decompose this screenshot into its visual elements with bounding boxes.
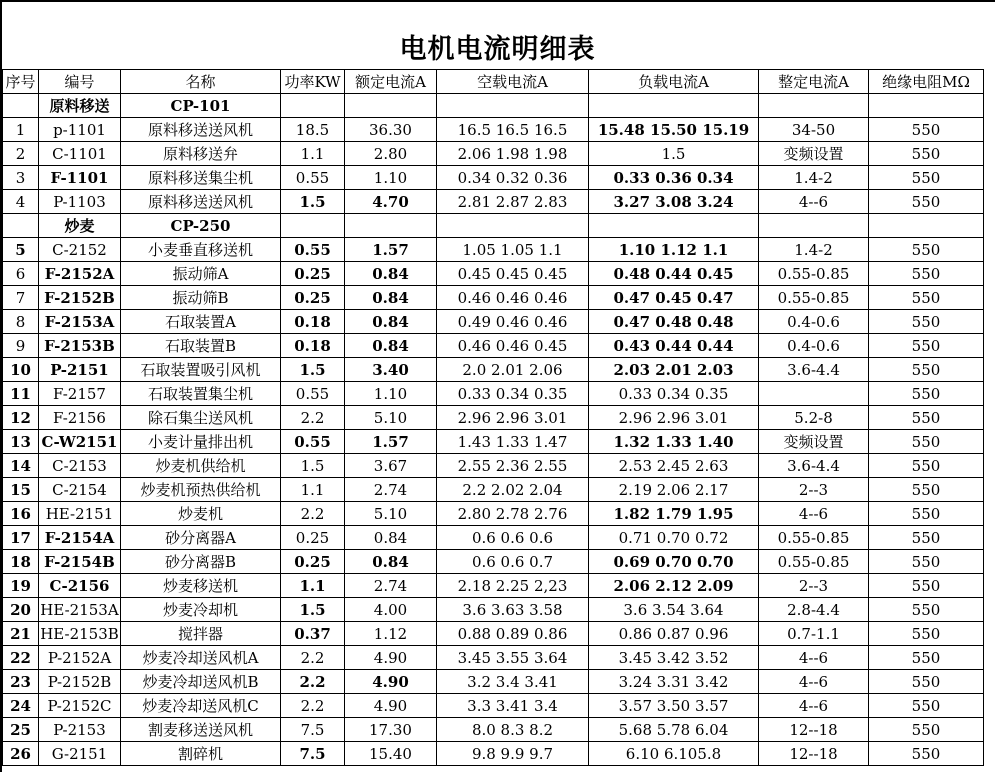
cell-id: F-2154B xyxy=(39,550,121,574)
cell-name: 搅拌器 xyxy=(121,622,281,646)
cell-ins: 550 xyxy=(869,430,984,454)
empty-cell xyxy=(869,214,984,238)
table-row xyxy=(3,358,984,382)
cell-ins: 550 xyxy=(869,454,984,478)
cell-id: p-1101 xyxy=(39,118,121,142)
cell-id: F-2156 xyxy=(39,406,121,430)
cell-kw: 1.1 xyxy=(281,574,345,598)
cell-set: 0.55-0.85 xyxy=(759,286,869,310)
cell-ins: 550 xyxy=(869,694,984,718)
empty-cell xyxy=(759,214,869,238)
cell-no: 14 xyxy=(3,454,39,478)
cell-name: 振动筛B xyxy=(121,286,281,310)
cell-id: C-1101 xyxy=(39,142,121,166)
cell-rated: 0.84 xyxy=(345,550,437,574)
cell-no: 5 xyxy=(3,238,39,262)
cell-name: 原料移送送风机 xyxy=(121,118,281,142)
header-cell: 名称 xyxy=(121,70,281,94)
section-row xyxy=(3,94,984,118)
cell-kw: 1.5 xyxy=(281,358,345,382)
cell-no: 6 xyxy=(3,262,39,286)
cell-set: 0.55-0.85 xyxy=(759,262,869,286)
cell-load: 3.24 3.31 3.42 xyxy=(589,670,759,694)
cell-noload: 0.46 0.46 0.46 xyxy=(437,286,589,310)
cell-no: 1 xyxy=(3,118,39,142)
cell-noload: 0.6 0.6 0.7 xyxy=(437,550,589,574)
cell-ins: 550 xyxy=(869,646,984,670)
cell-set: 4--6 xyxy=(759,190,869,214)
cell-load: 2.06 2.12 2.09 xyxy=(589,574,759,598)
cell-id: F-2153A xyxy=(39,310,121,334)
cell-name: 砂分离器A xyxy=(121,526,281,550)
cell-kw: 1.1 xyxy=(281,478,345,502)
cell-name: 振动筛A xyxy=(121,262,281,286)
table-row xyxy=(3,286,984,310)
header-cell: 空载电流A xyxy=(437,70,589,94)
empty-cell xyxy=(437,94,589,118)
header-cell: 功率KW xyxy=(281,70,345,94)
cell-rated: 4.90 xyxy=(345,646,437,670)
motor-current-table xyxy=(2,69,984,766)
empty-cell xyxy=(345,214,437,238)
empty-cell xyxy=(437,214,589,238)
cell-load: 1.5 xyxy=(589,142,759,166)
section-code: CP-101 xyxy=(121,94,281,118)
header-row xyxy=(3,70,984,94)
cell-kw: 1.1 xyxy=(281,142,345,166)
cell-load: 0.33 0.36 0.34 xyxy=(589,166,759,190)
cell-noload: 2.96 2.96 3.01 xyxy=(437,406,589,430)
cell-set: 0.4-0.6 xyxy=(759,310,869,334)
cell-load: 0.43 0.44 0.44 xyxy=(589,334,759,358)
cell-name: 石取装置B xyxy=(121,334,281,358)
cell-name: 小麦垂直移送机 xyxy=(121,238,281,262)
cell-set: 变频设置 xyxy=(759,142,869,166)
cell-kw: 1.5 xyxy=(281,454,345,478)
table-row xyxy=(3,142,984,166)
cell-noload: 2.06 1.98 1.98 xyxy=(437,142,589,166)
cell-name: 炒麦机 xyxy=(121,502,281,526)
cell-rated: 4.90 xyxy=(345,670,437,694)
cell-noload: 0.45 0.45 0.45 xyxy=(437,262,589,286)
table-row xyxy=(3,190,984,214)
cell-rated: 17.30 xyxy=(345,718,437,742)
table-row xyxy=(3,598,984,622)
cell-ins: 550 xyxy=(869,670,984,694)
cell-no: 19 xyxy=(3,574,39,598)
cell-noload: 8.0 8.3 8.2 xyxy=(437,718,589,742)
cell-rated: 0.84 xyxy=(345,334,437,358)
cell-set xyxy=(759,382,869,406)
cell-no: 11 xyxy=(3,382,39,406)
cell-set: 3.6-4.4 xyxy=(759,454,869,478)
cell-set: 0.4-0.6 xyxy=(759,334,869,358)
cell-rated: 3.40 xyxy=(345,358,437,382)
cell-load: 3.45 3.42 3.52 xyxy=(589,646,759,670)
table-row xyxy=(3,550,984,574)
cell-id: C-2154 xyxy=(39,478,121,502)
table-row xyxy=(3,478,984,502)
cell-kw: 18.5 xyxy=(281,118,345,142)
cell-noload: 0.34 0.32 0.36 xyxy=(437,166,589,190)
section-row xyxy=(3,214,984,238)
empty-cell xyxy=(759,94,869,118)
cell-load: 3.27 3.08 3.24 xyxy=(589,190,759,214)
cell-load: 0.71 0.70 0.72 xyxy=(589,526,759,550)
section-name: 炒麦 xyxy=(39,214,121,238)
table-row xyxy=(3,502,984,526)
cell-id: G-2151 xyxy=(39,742,121,766)
cell-ins: 550 xyxy=(869,406,984,430)
cell-set: 2--3 xyxy=(759,478,869,502)
cell-rated: 2.74 xyxy=(345,574,437,598)
cell-no: 24 xyxy=(3,694,39,718)
cell-rated: 2.80 xyxy=(345,142,437,166)
cell-ins: 550 xyxy=(869,622,984,646)
table-row xyxy=(3,310,984,334)
cell-name: 炒麦机预热供给机 xyxy=(121,478,281,502)
cell-id: P-1103 xyxy=(39,190,121,214)
cell-no: 20 xyxy=(3,598,39,622)
cell-noload: 0.49 0.46 0.46 xyxy=(437,310,589,334)
cell-rated: 1.10 xyxy=(345,166,437,190)
cell-kw: 1.5 xyxy=(281,190,345,214)
table-row xyxy=(3,694,984,718)
cell-kw: 0.25 xyxy=(281,526,345,550)
cell-noload: 2.18 2.25 2,23 xyxy=(437,574,589,598)
cell-ins: 550 xyxy=(869,382,984,406)
cell-set: 2.8-4.4 xyxy=(759,598,869,622)
cell-load: 3.6 3.54 3.64 xyxy=(589,598,759,622)
cell-name: 炒麦冷却送风机A xyxy=(121,646,281,670)
cell-noload: 3.6 3.63 3.58 xyxy=(437,598,589,622)
cell-no: 18 xyxy=(3,550,39,574)
cell-ins: 550 xyxy=(869,550,984,574)
cell-kw: 0.55 xyxy=(281,238,345,262)
cell-name: 石取装置A xyxy=(121,310,281,334)
table-row xyxy=(3,166,984,190)
cell-name: 原料移送弁 xyxy=(121,142,281,166)
table-row xyxy=(3,382,984,406)
table-row xyxy=(3,646,984,670)
cell-set: 0.7-1.1 xyxy=(759,622,869,646)
cell-load: 1.10 1.12 1.1 xyxy=(589,238,759,262)
cell-load: 2.03 2.01 2.03 xyxy=(589,358,759,382)
table-row xyxy=(3,118,984,142)
cell-id: F-2154A xyxy=(39,526,121,550)
cell-load: 2.96 2.96 3.01 xyxy=(589,406,759,430)
cell-set: 3.6-4.4 xyxy=(759,358,869,382)
cell-rated: 1.10 xyxy=(345,382,437,406)
cell-id: F-2153B xyxy=(39,334,121,358)
cell-rated: 15.40 xyxy=(345,742,437,766)
empty-cell xyxy=(345,94,437,118)
cell-set: 4--6 xyxy=(759,502,869,526)
cell-load: 3.57 3.50 3.57 xyxy=(589,694,759,718)
cell-set: 12--18 xyxy=(759,718,869,742)
cell-noload: 1.43 1.33 1.47 xyxy=(437,430,589,454)
cell-name: 石取装置集尘机 xyxy=(121,382,281,406)
cell-noload: 2.80 2.78 2.76 xyxy=(437,502,589,526)
cell-rated: 0.84 xyxy=(345,262,437,286)
cell-name: 原料移送送风机 xyxy=(121,190,281,214)
cell-name: 炒麦移送机 xyxy=(121,574,281,598)
cell-no: 7 xyxy=(3,286,39,310)
cell-rated: 1.57 xyxy=(345,238,437,262)
cell-load: 0.86 0.87 0.96 xyxy=(589,622,759,646)
cell-rated: 0.84 xyxy=(345,310,437,334)
cell-load: 0.33 0.34 0.35 xyxy=(589,382,759,406)
cell-id: HE-2153B xyxy=(39,622,121,646)
cell-id: F-2157 xyxy=(39,382,121,406)
cell-ins: 550 xyxy=(869,598,984,622)
cell-rated: 1.12 xyxy=(345,622,437,646)
section-code: CP-250 xyxy=(121,214,281,238)
cell-noload: 0.6 0.6 0.6 xyxy=(437,526,589,550)
cell-ins: 550 xyxy=(869,718,984,742)
cell-rated: 3.67 xyxy=(345,454,437,478)
cell-no: 2 xyxy=(3,142,39,166)
header-cell: 编号 xyxy=(39,70,121,94)
cell-noload: 2.55 2.36 2.55 xyxy=(437,454,589,478)
cell-kw: 0.25 xyxy=(281,286,345,310)
table-row xyxy=(3,670,984,694)
cell-rated: 1.57 xyxy=(345,430,437,454)
cell-noload: 2.81 2.87 2.83 xyxy=(437,190,589,214)
cell-no: 8 xyxy=(3,310,39,334)
cell-load: 1.32 1.33 1.40 xyxy=(589,430,759,454)
cell-kw: 1.5 xyxy=(281,598,345,622)
page-title: 电机电流明细表 xyxy=(399,34,596,65)
table-row xyxy=(3,430,984,454)
cell-kw: 0.55 xyxy=(281,430,345,454)
empty-cell xyxy=(281,94,345,118)
cell-set: 0.55-0.85 xyxy=(759,550,869,574)
cell-name: 石取装置吸引风机 xyxy=(121,358,281,382)
cell-rated: 0.84 xyxy=(345,526,437,550)
empty-cell xyxy=(589,94,759,118)
header-cell: 负载电流A xyxy=(589,70,759,94)
cell-name: 除石集尘送风机 xyxy=(121,406,281,430)
cell-name: 原料移送集尘机 xyxy=(121,166,281,190)
cell-name: 炒麦冷却送风机B xyxy=(121,670,281,694)
table-row xyxy=(3,238,984,262)
cell-no: 4 xyxy=(3,190,39,214)
cell-load: 6.10 6.105.8 xyxy=(589,742,759,766)
cell-load: 0.47 0.48 0.48 xyxy=(589,310,759,334)
cell-load: 2.53 2.45 2.63 xyxy=(589,454,759,478)
cell-id: P-2152A xyxy=(39,646,121,670)
cell-kw: 2.2 xyxy=(281,646,345,670)
cell-name: 割碎机 xyxy=(121,742,281,766)
cell-kw: 0.55 xyxy=(281,382,345,406)
cell-ins: 550 xyxy=(869,526,984,550)
table-row xyxy=(3,526,984,550)
cell-no: 9 xyxy=(3,334,39,358)
table-row xyxy=(3,574,984,598)
cell-ins: 550 xyxy=(869,286,984,310)
cell-no: 13 xyxy=(3,430,39,454)
cell-load: 0.48 0.44 0.45 xyxy=(589,262,759,286)
cell-load: 1.82 1.79 1.95 xyxy=(589,502,759,526)
cell-kw: 0.25 xyxy=(281,262,345,286)
table-row xyxy=(3,262,984,286)
cell-name: 小麦计量排出机 xyxy=(121,430,281,454)
cell-id: HE-2153A xyxy=(39,598,121,622)
table-row xyxy=(3,334,984,358)
cell-set: 4--6 xyxy=(759,694,869,718)
cell-noload: 3.45 3.55 3.64 xyxy=(437,646,589,670)
cell-id: C-W2151 xyxy=(39,430,121,454)
cell-no: 22 xyxy=(3,646,39,670)
cell-kw: 7.5 xyxy=(281,718,345,742)
cell-load: 0.47 0.45 0.47 xyxy=(589,286,759,310)
header-cell: 整定电流A xyxy=(759,70,869,94)
cell-rated: 5.10 xyxy=(345,502,437,526)
cell-set: 34-50 xyxy=(759,118,869,142)
cell-no: 21 xyxy=(3,622,39,646)
cell-id: P-2152B xyxy=(39,670,121,694)
cell-name: 割麦移送送风机 xyxy=(121,718,281,742)
cell-noload: 0.88 0.89 0.86 xyxy=(437,622,589,646)
cell-set: 4--6 xyxy=(759,646,869,670)
cell-name: 炒麦冷却送风机C xyxy=(121,694,281,718)
cell-ins: 550 xyxy=(869,262,984,286)
cell-id: P-2151 xyxy=(39,358,121,382)
header-cell: 序号 xyxy=(3,70,39,94)
cell-no: 16 xyxy=(3,502,39,526)
cell-kw: 2.2 xyxy=(281,670,345,694)
cell-ins: 550 xyxy=(869,238,984,262)
cell-load: 2.19 2.06 2.17 xyxy=(589,478,759,502)
cell-rated: 4.70 xyxy=(345,190,437,214)
cell-id: F-2152A xyxy=(39,262,121,286)
cell-kw: 0.18 xyxy=(281,310,345,334)
cell-no: 23 xyxy=(3,670,39,694)
cell-id: P-2153 xyxy=(39,718,121,742)
section-name: 原料移送 xyxy=(39,94,121,118)
cell-set: 1.4-2 xyxy=(759,238,869,262)
cell-set: 4--6 xyxy=(759,670,869,694)
cell-id: C-2153 xyxy=(39,454,121,478)
cell-kw: 2.2 xyxy=(281,406,345,430)
cell-id: HE-2151 xyxy=(39,502,121,526)
cell-kw: 0.18 xyxy=(281,334,345,358)
cell-id: F-1101 xyxy=(39,166,121,190)
cell-noload: 1.05 1.05 1.1 xyxy=(437,238,589,262)
table-row xyxy=(3,622,984,646)
header-cell: 绝缘电阻MΩ xyxy=(869,70,984,94)
cell-set: 变频设置 xyxy=(759,430,869,454)
cell-ins: 550 xyxy=(869,142,984,166)
empty-cell xyxy=(281,214,345,238)
cell-set: 1.4-2 xyxy=(759,166,869,190)
cell-kw: 2.2 xyxy=(281,502,345,526)
cell-set: 5.2-8 xyxy=(759,406,869,430)
cell-no: 10 xyxy=(3,358,39,382)
cell-noload: 0.33 0.34 0.35 xyxy=(437,382,589,406)
cell-no: 15 xyxy=(3,478,39,502)
cell-kw: 0.25 xyxy=(281,550,345,574)
cell-set: 12--18 xyxy=(759,742,869,766)
cell-noload: 2.2 2.02 2.04 xyxy=(437,478,589,502)
cell-ins: 550 xyxy=(869,358,984,382)
cell-name: 炒麦机供给机 xyxy=(121,454,281,478)
cell-kw: 0.37 xyxy=(281,622,345,646)
cell-name: 炒麦冷却机 xyxy=(121,598,281,622)
cell-load: 5.68 5.78 6.04 xyxy=(589,718,759,742)
cell-noload: 3.3 3.41 3.4 xyxy=(437,694,589,718)
cell-rated: 0.84 xyxy=(345,286,437,310)
cell-no: 17 xyxy=(3,526,39,550)
cell-no: 3 xyxy=(3,166,39,190)
cell-set: 0.55-0.85 xyxy=(759,526,869,550)
cell-noload: 3.2 3.4 3.41 xyxy=(437,670,589,694)
cell-noload: 16.5 16.5 16.5 xyxy=(437,118,589,142)
cell-rated: 2.74 xyxy=(345,478,437,502)
cell-ins: 550 xyxy=(869,478,984,502)
table-row xyxy=(3,406,984,430)
cell-noload: 0.46 0.46 0.45 xyxy=(437,334,589,358)
cell-load: 15.48 15.50 15.19 xyxy=(589,118,759,142)
cell-kw: 7.5 xyxy=(281,742,345,766)
cell-rated: 4.90 xyxy=(345,694,437,718)
cell-no: 26 xyxy=(3,742,39,766)
cell-id: C-2156 xyxy=(39,574,121,598)
table-row xyxy=(3,742,984,766)
table-row xyxy=(3,454,984,478)
cell-ins: 550 xyxy=(869,166,984,190)
cell-ins: 550 xyxy=(869,190,984,214)
cell-rated: 4.00 xyxy=(345,598,437,622)
cell-name: 砂分离器B xyxy=(121,550,281,574)
cell-id: F-2152B xyxy=(39,286,121,310)
cell-ins: 550 xyxy=(869,574,984,598)
header-cell: 额定电流A xyxy=(345,70,437,94)
cell-rated: 5.10 xyxy=(345,406,437,430)
cell-noload: 9.8 9.9 9.7 xyxy=(437,742,589,766)
cell-no: 12 xyxy=(3,406,39,430)
empty-cell xyxy=(589,214,759,238)
cell-ins: 550 xyxy=(869,334,984,358)
cell-load: 0.69 0.70 0.70 xyxy=(589,550,759,574)
cell-id: P-2152C xyxy=(39,694,121,718)
cell-kw: 0.55 xyxy=(281,166,345,190)
cell-no: 25 xyxy=(3,718,39,742)
cell-noload: 2.0 2.01 2.06 xyxy=(437,358,589,382)
empty-cell xyxy=(3,214,39,238)
table-row xyxy=(3,718,984,742)
cell-ins: 550 xyxy=(869,502,984,526)
cell-rated: 36.30 xyxy=(345,118,437,142)
empty-cell xyxy=(869,94,984,118)
cell-kw: 2.2 xyxy=(281,694,345,718)
cell-ins: 550 xyxy=(869,310,984,334)
cell-ins: 550 xyxy=(869,118,984,142)
empty-cell xyxy=(3,94,39,118)
cell-ins: 550 xyxy=(869,742,984,766)
cell-id: C-2152 xyxy=(39,238,121,262)
cell-set: 2--3 xyxy=(759,574,869,598)
